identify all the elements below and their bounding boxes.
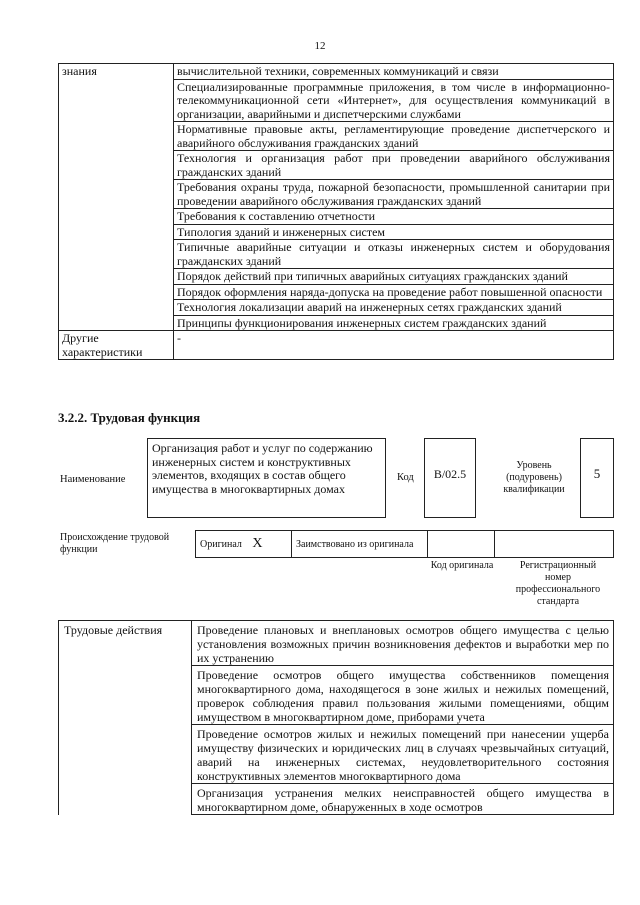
qualification-level-box: 5 [580, 438, 614, 518]
code-caption: Код оригинала [430, 560, 494, 571]
original-label: Оригинал [200, 539, 242, 550]
knowledge-row [59, 300, 614, 316]
name-label: Наименование [60, 474, 126, 485]
knowledge-row [59, 122, 614, 151]
page-number: 12 [314, 40, 326, 52]
labour-action-row [59, 784, 614, 815]
knowledge-item: Типичные аварийные ситуации и отказы инженерных систем и оборудования гражданских зданий [174, 240, 614, 269]
other-characteristics-label: Другие характеристики [59, 331, 174, 360]
knowledge-row [59, 151, 614, 180]
labour-action-row [59, 621, 614, 666]
knowledge-item: Требования охраны труда, пожарной безопасности, промышленной санитарии при проведении аварийного обслуживания гражданских зданий [174, 180, 614, 209]
knowledge-item: Порядок оформления наряда-допуска на проведение работ повышенной опасности [174, 284, 614, 300]
knowledge-label-continuation [59, 240, 174, 269]
knowledge-row [59, 240, 614, 269]
knowledge-table [58, 63, 614, 360]
labour-action-item: Организация устранения мелких неисправностей общего имущества в многоквартирном доме, обнаруженных в ходе осмотров [192, 784, 614, 815]
original-cell [196, 531, 292, 558]
section-heading: 3.2.2. Трудовая функция [58, 410, 201, 425]
knowledge-label-continuation [59, 315, 174, 331]
labour-action-row [59, 725, 614, 784]
labour-actions-label: Трудовые действия [59, 621, 192, 666]
labour-action-item: Проведение плановых и внеплановых осмотров общего имущества с целью установления возможных причин возникновения дефектов и выработки мер по их устранению [192, 621, 614, 666]
origin-label: Происхождение трудовой функции [60, 532, 170, 555]
knowledge-row [59, 284, 614, 300]
labour-action-item: Проведение осмотров жилых и нежилых помещений при нанесении ущерба имуществу физических и юридических лиц в случаях чрезвычайных ситуаций, аварий на инженерных системах, неудовлетворительного состояния конструктивных элементов многоквартирного дома [192, 725, 614, 784]
labour-actions-label-continuation [59, 666, 192, 725]
knowledge-item: Технология локализации аварий на инженерных сетях гражданских зданий [174, 300, 614, 316]
knowledge-label-continuation [59, 284, 174, 300]
borrowed-cell: Заимствовано из оригинала [292, 531, 428, 558]
knowledge-item: Требования к составлению отчетности [174, 209, 614, 225]
knowledge-row [59, 64, 614, 80]
code-label: Код [397, 472, 414, 483]
knowledge-row [59, 209, 614, 225]
knowledge-item: Порядок действий при типичных аварийных ситуациях гражданских зданий [174, 269, 614, 285]
knowledge-item: Нормативные правовые акты, регламентирующие проведение диспетчерского и аварийного обслуживания гражданских зданий [174, 122, 614, 151]
knowledge-label-continuation [59, 79, 174, 122]
knowledge-label-continuation [59, 209, 174, 225]
knowledge-label-continuation [59, 151, 174, 180]
other-characteristics-row [59, 331, 614, 360]
knowledge-row [59, 224, 614, 240]
knowledge-label: знания [59, 64, 174, 80]
reg-number-cell [495, 531, 614, 558]
original-mark: X [252, 536, 263, 551]
knowledge-item: вычислительной техники, современных коммуникаций и связи [174, 64, 614, 80]
labour-action-item: Проведение осмотров общего имущества собственников помещения многоквартирного дома, находящегося в зоне жилых и нежилых помещений, проверок соблюдения правил пользования жилыми помещениями, общим имуществом в многоквартирном доме, приборами учета [192, 666, 614, 725]
other-characteristics-value: - [174, 331, 614, 360]
knowledge-row [59, 315, 614, 331]
knowledge-item: Принципы функционирования инженерных систем гражданских зданий [174, 315, 614, 331]
reg-number-caption: Регистрационный номер профессионального стандарта [515, 560, 601, 607]
labour-actions-label-continuation [59, 784, 192, 815]
origin-code-cell [428, 531, 495, 558]
knowledge-label-continuation [59, 122, 174, 151]
origin-row [195, 530, 614, 558]
labour-action-row [59, 666, 614, 725]
knowledge-row [59, 79, 614, 122]
knowledge-label-continuation [59, 300, 174, 316]
knowledge-item: Технология и организация работ при проведении аварийного обслуживания гражданских зданий [174, 151, 614, 180]
function-code-box: B/02.5 [424, 438, 476, 518]
knowledge-row [59, 180, 614, 209]
knowledge-item: Типология зданий и инженерных систем [174, 224, 614, 240]
knowledge-label-continuation [59, 180, 174, 209]
knowledge-label-continuation [59, 269, 174, 285]
labour-actions-table [58, 620, 614, 815]
level-label: Уровень (подуровень) квалификации [503, 460, 565, 495]
labour-actions-label-continuation [59, 725, 192, 784]
function-name-box: Организация работ и услуг по содержанию инженерных систем и конструктивных элементов, входящих в состав общего имущества в многоквартирных домах [147, 438, 386, 518]
knowledge-row [59, 269, 614, 285]
knowledge-label-continuation [59, 224, 174, 240]
knowledge-item: Специализированные программные приложения, в том числе в информационно-телекоммуникационной сети «Интернет», для осуществления коммуникаций в организации, аварийными и диспетчерскими службами [174, 79, 614, 122]
